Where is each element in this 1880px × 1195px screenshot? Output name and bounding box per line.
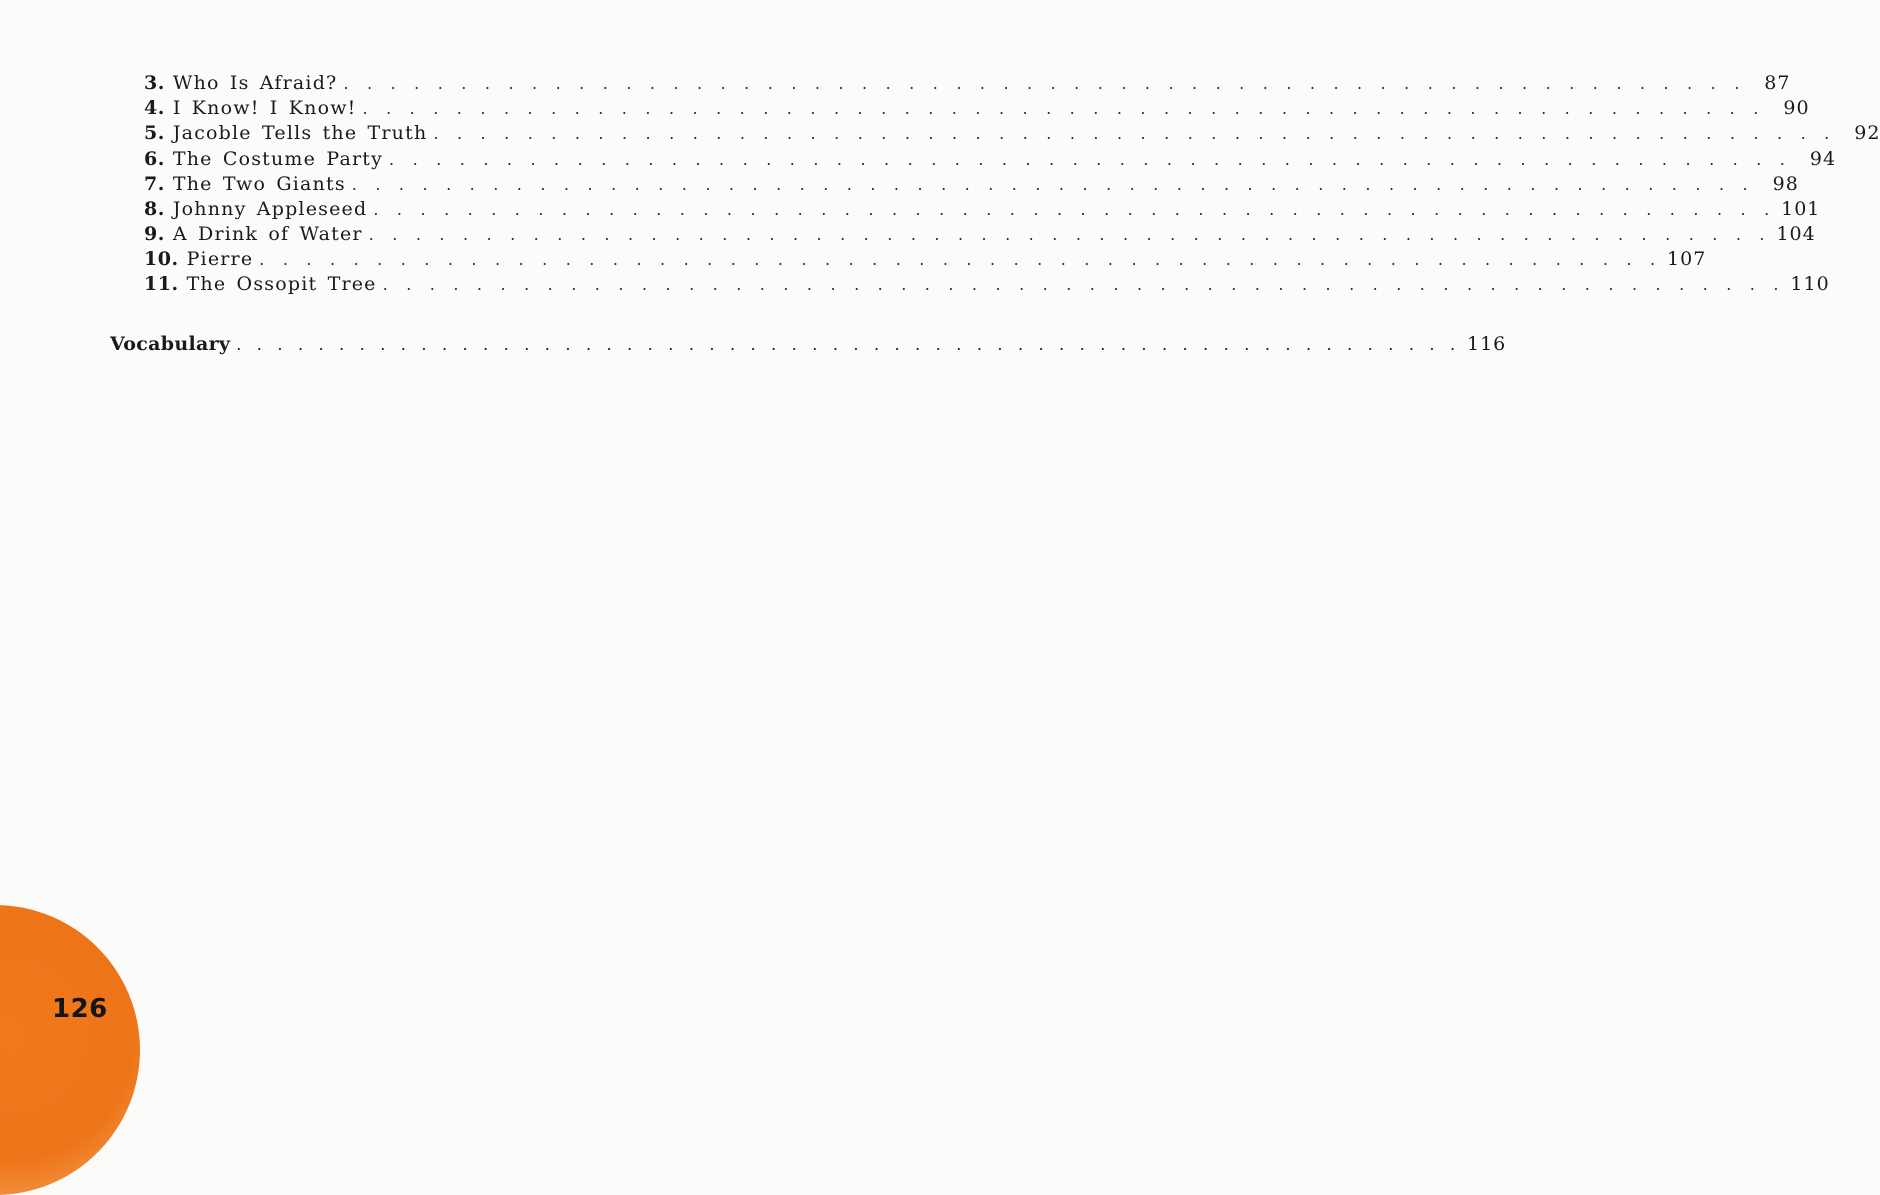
toc-entry[interactable]: [144, 120, 1880, 146]
dot-leader: . . . . . . . . . . . . . . . . . . . . . . . . . . . . . . . . . . . . . . . . . . . . . . . . . . . . . . . . . . . .: [382, 275, 1784, 294]
dot-leader: . . . . . . . . . . . . . . . . . . . . . . . . . . . . . . . . . . . . . . . . . . . . . . . . . . . . . . . . . . . .: [351, 175, 1753, 194]
toc-entry-number: 4.: [144, 97, 165, 119]
vocabulary-page: 116: [1467, 333, 1507, 355]
dot-leader: . . . . . . . . . . . . . . . . . . . . . . . . . . . . . . . . . . . . . . . . . . . . . . . . . . . . . . . . . . . .: [362, 99, 1764, 118]
toc-entry-vocabulary[interactable]: [110, 330, 1507, 358]
toc-entry-title: Jacoble Tells the Truth: [172, 122, 428, 144]
dot-leader: . . . . . . . . . . . . . . . . . . . . . . . . . . . . . . . . . . . . . . . . . . . . . . . . . . . . . . . . . . . .: [433, 124, 1835, 143]
toc-entry-number: 10.: [144, 248, 179, 270]
toc-entry-page: 107: [1667, 248, 1707, 270]
toc-entry-number: 3.: [144, 72, 165, 94]
dot-leader: . . . . . . . . . . . . . . . . . . . . . . . . . . . . . . . . . . . . . . . . . . . . . . . . . . . . . . . . . . . .: [368, 225, 1770, 244]
toc-entry[interactable]: [144, 271, 1830, 297]
toc-entry-page: 90: [1783, 97, 1810, 119]
toc-entry-page: 101: [1781, 198, 1821, 220]
toc-entry-page: 98: [1772, 173, 1799, 195]
toc-entry-page: 87: [1764, 72, 1791, 94]
toc-entry-page: 110: [1790, 273, 1830, 295]
toc-entry-title: I Know! I Know!: [172, 97, 357, 119]
toc-entry-title: The Costume Party: [172, 148, 384, 170]
dot-leader: . . . . . . . . . . . . . . . . . . . . . . . . . . . . . . . . . . . . . . . . . . . . . . . . . . . . . . . . . . . .: [373, 200, 1775, 219]
dot-leader: . . . . . . . . . . . . . . . . . . . . . . . . . . . . . . . . . . . . . . . . . . . . . . . . . . . . . . . . . . . .: [343, 74, 1745, 93]
toc-entry[interactable]: [144, 146, 1837, 172]
dot-leader: . . . . . . . . . . . . . . . . . . . . . . . . . . . . . . . . . . . . . . . . . . . . . . . . . . . . . . . . . . . .: [259, 250, 1661, 269]
toc-entry-title: Who Is Afraid?: [172, 72, 338, 94]
toc-entry-title: Pierre: [186, 248, 254, 270]
dot-leader: . . . . . . . . . . . . . . . . . . . . . . . . . . . . . . . . . . . . . . . . . . . . . . . . . . . . . . . . . . . .: [389, 150, 1791, 169]
toc-entry-number: 11.: [144, 273, 179, 295]
toc-entry[interactable]: [144, 246, 1707, 272]
toc-entry-title: The Ossopit Tree: [186, 273, 377, 295]
toc-entry-page: 94: [1809, 148, 1837, 170]
toc-entry-number: 6.: [144, 148, 165, 170]
toc-entry[interactable]: [144, 221, 1816, 247]
toc-entry[interactable]: [144, 95, 1810, 121]
toc-entry-number: 7.: [144, 173, 165, 195]
toc-entry[interactable]: [144, 196, 1821, 222]
toc-entry-title: The Two Giants: [172, 173, 346, 195]
page-number: 126: [52, 994, 108, 1024]
orange-corner-circle: [0, 905, 140, 1195]
toc-entry-title: A Drink of Water: [172, 223, 363, 245]
toc-entry-page: 92: [1854, 122, 1880, 144]
toc-entry-number: 8.: [144, 198, 165, 220]
toc-entry-page: 104: [1776, 223, 1816, 245]
dot-leader: . . . . . . . . . . . . . . . . . . . . . . . . . . . . . . . . . . . . . . . . . . . . . . . . . . . . . . . . . . . .: [236, 335, 1461, 354]
toc-entry-title: Johnny Appleseed: [172, 198, 368, 220]
toc-entry-number: 5.: [144, 122, 165, 144]
toc-entry-number: 9.: [144, 223, 165, 245]
toc-entry[interactable]: [144, 70, 1791, 96]
vocabulary-title: Vocabulary: [110, 333, 231, 355]
toc-entry[interactable]: [144, 171, 1799, 197]
